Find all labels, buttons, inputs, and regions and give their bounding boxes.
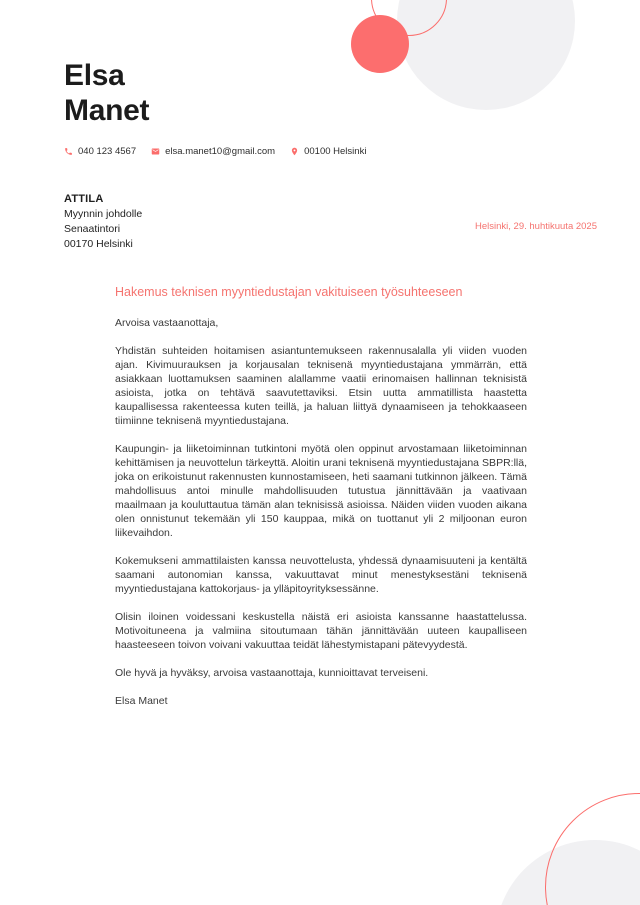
email-text: elsa.manet10@gmail.com [165, 146, 276, 157]
letter-closing: Ole hyvä ja hyväksy, arvoisa vastaanottaja, kunnioittavat terveiseni. [115, 667, 429, 679]
phone-text: 040 123 4567 [78, 146, 137, 157]
map-pin-icon [290, 147, 299, 156]
letter-paragraph: Olisin iloinen voidessani keskustella näistä eri asioista kanssanne haastattelussa. Motivoituneena ja valmiina sitoutumaan tähän jännittävään uuteen kaupalliseen haasteeseen toivon voivani vakuuttaa teidät lähestymistapani pätevyydestä. [115, 611, 527, 651]
contact-phone [64, 146, 136, 157]
letter-greeting: Arvoisa vastaanottaja, [115, 317, 219, 329]
contact-row [64, 146, 640, 157]
envelope-icon [151, 147, 160, 156]
letter-paragraph: Yhdistän suhteiden hoitamisen asiantuntemukseen rakennusalalla yli viiden vuoden ajan. Kivimuurauksen ja korjausalan teknisenä myyntiedustajana ymmärrän, että asiakkaan luottamuksen saaminen alallamme vaatii erinomaisen hallinnan teknisistä asioista, jotka on tehtävä saavutettaviksi. Etsin uutta ammatillista haastetta kaupallisessa rakenteessa kuten teillä, ja haluan liittyä dynaamiseen ja tehokkaaseen tiimiinne teknisenä myyntiedustajana. [115, 345, 527, 427]
recipient-line: Senaatintori [64, 223, 121, 235]
phone-icon [64, 147, 73, 156]
recipient-line: 00170 Helsinki [64, 238, 133, 250]
contact-email [151, 146, 275, 157]
decorative-coral-outline-circle-bottom [545, 793, 640, 905]
applicant-name [64, 58, 640, 128]
letter-body [115, 285, 527, 708]
recipient-line: Myynnin johdolle [64, 208, 143, 220]
applicant-last-name: Manet [64, 94, 150, 127]
letter-paragraph: Kaupungin- ja liiketoiminnan tutkintoni myötä olen oppinut arvostamaan liiketoiminnan kehittämisen ja neuvottelun tärkeyttä. Aloitin urani teknisenä myyntiedustajana SBPR:llä, joka on erikoistunut rakennusten kunnostamiseen, heti saamani tutkinnon jälkeen. Tämä mahdollisuus antoi minulle mahdollisuuden tutustua jännittävään ja vaativaan maailmaan ja kouluttautua tämän alan teknisissä asioissa. Näiden viiden vuoden aikana olen onnistunut tekemään yli 150 kauppaa, mikä on tuottanut yli 2 miljoonan euron liikevaihdon. [115, 443, 527, 539]
letter-subject: Hakemus teknisen myyntiedustajan vakituiseen työsuhteeseen [115, 285, 463, 299]
letter-signature: Elsa Manet [115, 695, 168, 707]
location-text: 00100 Helsinki [304, 146, 367, 157]
letter-date: Helsinki, 29. huhtikuuta 2025 [475, 221, 597, 232]
recipient-address [64, 192, 640, 252]
recipient-company: ATTILA [64, 193, 104, 205]
contact-location [290, 146, 366, 157]
applicant-first-name: Elsa [64, 59, 125, 92]
letter-paragraph: Kokemukseni ammattilaisten kanssa neuvottelusta, yhdessä dynaamisuuteni ja kentältä saamani autonomian kanssa, vakuuttavat minut menestyksestäni teknisenä myyntiedustajana kattokorjaus- ja ylläpitoyrityksessänne. [115, 555, 527, 595]
